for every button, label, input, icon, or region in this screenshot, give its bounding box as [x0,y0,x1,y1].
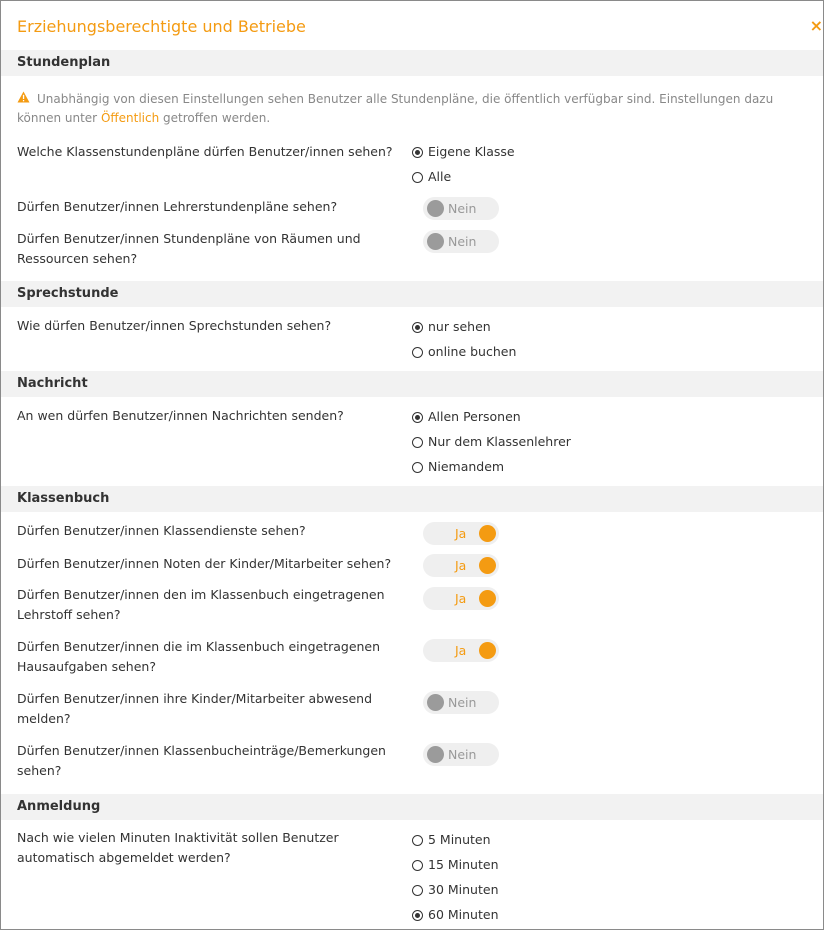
radio-selected-icon [412,147,423,158]
toggle-knob [479,557,496,574]
radio-empty-icon [412,885,423,896]
radio-niemandem[interactable] [412,457,504,477]
radio-5-minuten[interactable] [412,830,491,850]
toggle-lehrstoff[interactable] [423,587,499,610]
question-hausaufgaben: Dürfen Benutzer/innen die im Klassenbuch eingetragenen Hausaufgaben sehen? [17,639,381,674]
toggle-knob [427,746,444,763]
toggle-knob [427,233,444,250]
question-nachrichten: An wen dürfen Benutzer/innen Nachrichten senden? [17,408,344,423]
radio-selected-icon [412,322,423,333]
radio-selected-icon [412,910,423,921]
question-klassendienste: Dürfen Benutzer/innen Klassendienste sehen? [17,523,306,538]
toggle-label: Nein [448,201,477,216]
radio-60-minuten[interactable] [412,905,499,925]
radio-30-minuten[interactable] [412,880,499,900]
note-text-2: getroffen werden. [159,111,271,125]
radio-label: Nur dem Klassenlehrer [428,434,571,449]
toggle-label: Nein [448,747,477,762]
info-note [17,90,807,128]
radio-empty-icon [412,835,423,846]
toggle-eintraege[interactable] [423,743,499,766]
toggle-knob [427,200,444,217]
oeffentlich-link[interactable]: Öffentlich [100,111,160,125]
radio-empty-icon [412,172,423,183]
toggle-label: Ja [455,526,467,541]
question-lehrerstundenplaene: Dürfen Benutzer/innen Lehrerstundenpläne sehen? [17,199,338,214]
toggle-klassendienste[interactable] [423,522,499,545]
radio-empty-icon [412,437,423,448]
toggle-raeume[interactable] [423,230,499,253]
radio-15-minuten[interactable] [412,855,499,875]
radio-nur-sehen[interactable] [412,317,491,337]
section-klassenbuch: Klassenbuch [1,486,823,512]
toggle-lehrerstundenplaene[interactable] [423,197,499,220]
radio-label: online buchen [428,344,517,359]
toggle-abwesend[interactable] [423,691,499,714]
radio-label: Niemandem [428,459,505,474]
toggle-noten[interactable] [423,554,499,577]
toggle-label: Nein [448,234,477,249]
dialog-title: Erziehungsberechtigte und Betriebe [17,17,306,36]
radio-nur-klassenlehrer[interactable] [412,432,571,452]
toggle-label: Ja [455,643,467,658]
radio-label: nur sehen [428,319,491,334]
toggle-label: Ja [455,591,467,606]
radio-label: 15 Minuten [428,857,499,872]
question-abwesend: Dürfen Benutzer/innen ihre Kinder/Mitarbeiter abwesend melden? [17,691,373,726]
radio-empty-icon [412,462,423,473]
radio-alle[interactable] [412,167,451,187]
close-icon[interactable]: × [809,16,823,35]
radio-label: 5 Minuten [428,832,491,847]
radio-empty-icon [412,347,423,358]
toggle-knob [479,525,496,542]
radio-empty-icon [412,860,423,871]
radio-label: Allen Personen [428,409,521,424]
radio-selected-icon [412,412,423,423]
radio-online-buchen[interactable] [412,342,516,362]
toggle-knob [427,694,444,711]
toggle-knob [479,642,496,659]
radio-label: 30 Minuten [428,882,499,897]
question-eintraege: Dürfen Benutzer/innen Klassenbucheinträge/Bemerkungen sehen? [17,743,386,778]
radio-eigene-klasse[interactable] [412,142,515,162]
question-klassenstundenplaene: Welche Klassenstundenpläne dürfen Benutzer/innen sehen? [17,144,393,159]
question-sprechstunden: Wie dürfen Benutzer/innen Sprechstunden sehen? [17,318,332,333]
toggle-hausaufgaben[interactable] [423,639,499,662]
toggle-label: Ja [455,558,467,573]
question-noten: Dürfen Benutzer/innen Noten der Kinder/Mitarbeiter sehen? [17,556,392,571]
warning-icon [17,90,31,109]
toggle-knob [479,590,496,607]
radio-label: Alle [428,169,452,184]
section-sprechstunde: Sprechstunde [1,281,823,307]
section-stundenplan: Stundenplan [1,50,823,76]
radio-allen-personen[interactable] [412,407,521,427]
radio-label: Eigene Klasse [428,144,515,159]
note-text-1: Unabhängig von diesen Einstellungen sehen Benutzer alle Stundenpläne, die öffentlich verfügbar sind. Einstellungen dazu können unter [17,92,774,125]
section-anmeldung: Anmeldung [1,794,823,820]
section-nachricht: Nachricht [1,371,823,397]
question-lehrstoff: Dürfen Benutzer/innen den im Klassenbuch eingetragenen Lehrstoff sehen? [17,587,385,622]
question-inaktivitaet: Nach wie vielen Minuten Inaktivität sollen Benutzer automatisch abgemeldet werden? [17,830,339,865]
question-raeume: Dürfen Benutzer/innen Stundenpläne von Räumen und Ressourcen sehen? [17,231,361,266]
radio-label: 60 Minuten [428,907,499,922]
toggle-label: Nein [448,695,477,710]
